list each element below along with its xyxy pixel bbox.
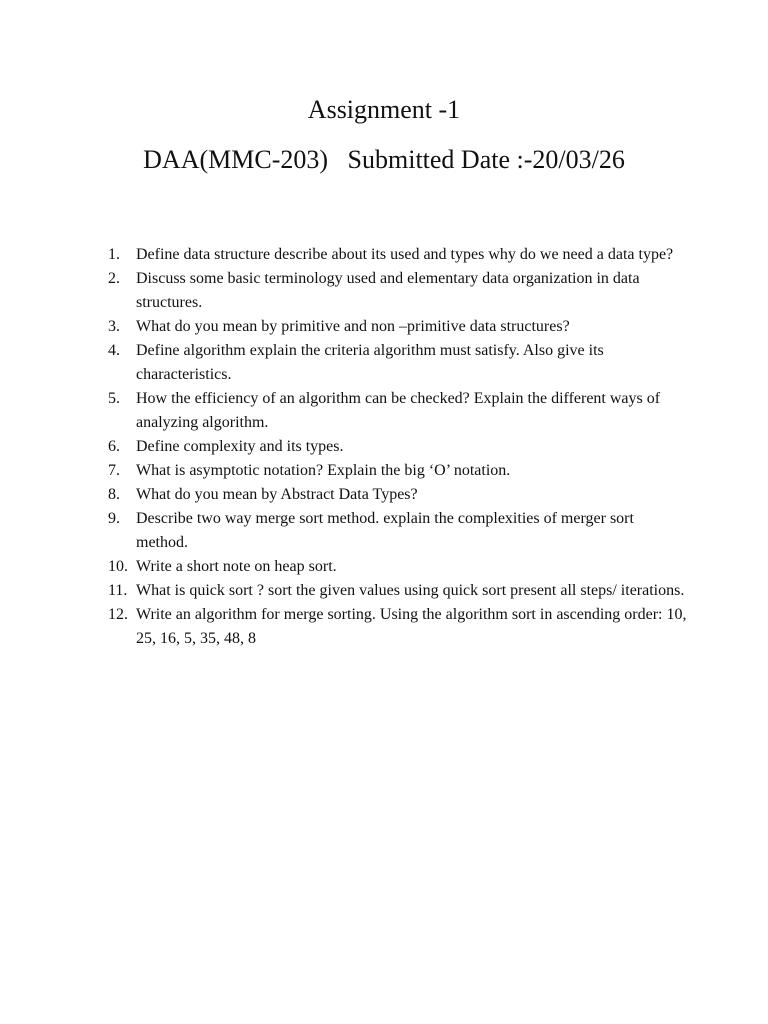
question-number: 5. <box>108 390 120 407</box>
question-number: 9. <box>108 510 120 527</box>
question-list <box>108 243 688 651</box>
question-item <box>108 603 688 651</box>
question-number: 12. <box>108 606 128 623</box>
question-item <box>108 387 688 435</box>
question-number: 11. <box>108 582 128 599</box>
question-text: What do you mean by primitive and non –primitive data structures? <box>136 318 570 335</box>
question-text: Discuss some basic terminology used and elementary data organization in data structures. <box>136 270 640 311</box>
question-number: 2. <box>108 270 120 287</box>
question-item <box>108 483 688 507</box>
question-item <box>108 267 688 315</box>
course-and-date-line: DAA(MMC-203) Submitted Date :-20/03/26 <box>143 145 625 174</box>
question-number: 8. <box>108 486 120 503</box>
question-text: Define complexity and its types. <box>136 438 344 455</box>
question-item <box>108 243 688 267</box>
question-item <box>108 507 688 555</box>
assignment-title: Assignment -1 <box>307 95 461 124</box>
question-text: Describe two way merge sort method. explain the complexities of merger sort method. <box>136 510 634 551</box>
question-item <box>108 435 688 459</box>
question-text: What is quick sort ? sort the given values using quick sort present all steps/ iterations. <box>136 582 685 599</box>
question-item <box>108 579 688 603</box>
question-item <box>108 555 688 579</box>
question-text: How the efficiency of an algorithm can be checked? Explain the different ways of analyzing algorithm. <box>136 390 661 431</box>
question-text: What do you mean by Abstract Data Types? <box>136 486 418 503</box>
question-text: Write an algorithm for merge sorting. Using the algorithm sort in ascending order: 10, 25, 16, 5, 35, 48, 8 <box>136 606 687 647</box>
question-number: 3. <box>108 318 120 335</box>
question-text: Write a short note on heap sort. <box>136 558 337 575</box>
question-number: 10. <box>108 558 128 575</box>
question-text: What is asymptotic notation? Explain the big ‘O’ notation. <box>136 462 511 479</box>
question-number: 4. <box>108 342 120 359</box>
question-number: 1. <box>108 246 120 263</box>
question-number: 7. <box>108 462 120 479</box>
question-item <box>108 459 688 483</box>
question-text: Define data structure describe about its used and types why do we need a data type? <box>136 246 674 263</box>
question-item <box>108 315 688 339</box>
question-text: Define algorithm explain the criteria algorithm must satisfy. Also give its characteristics. <box>136 342 604 383</box>
question-item <box>108 339 688 387</box>
question-number: 6. <box>108 438 120 455</box>
